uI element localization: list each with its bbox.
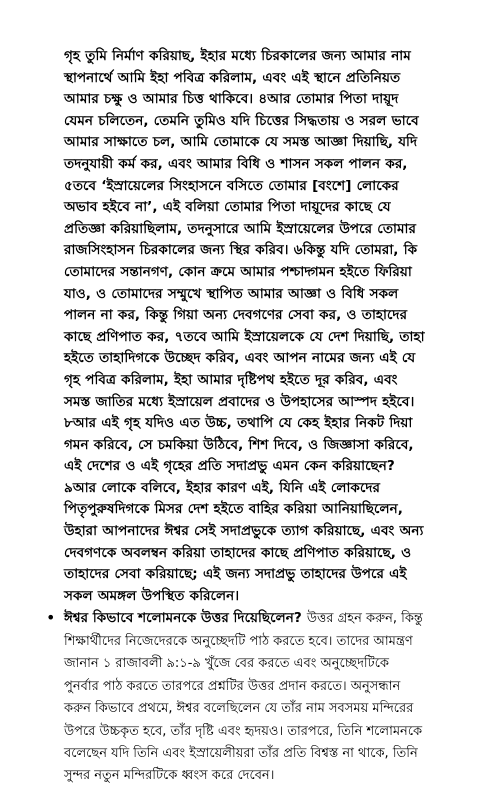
teacher-answer: উত্তর গ্রহন করুন, কিন্তু শিক্ষার্থীদের নিজেদেরকে অনুচ্ছেদটি পাঠ করতে হবে। তাদের আমন্ত্রণ জানান ১ রাজাবলী ৯:১-৯ খুঁজে বের করতে এবং অনুচ্ছেদটিকে পুনর্বার পাঠ করতে তারপরে প্রশ্নটির উত্তর প্রদান করতে। অনুসন্ধান করুন কিভাবে প্রথমে, ঈশ্বর বলেছিলেন যে তাঁর নাম সবসময় মন্দিরের উপরে উচ্চকৃত হবে, তাঁর দৃষ্টি এবং হৃদয়ও। তারপরে, তিনি শলোমনকে বলেছেন যদি তিনি এবং ইস্রায়েলীয়রা তাঁর প্রতি বিশ্বস্ত না থাকে, তিনি সুন্দর নতুন মন্দিরটিকে ধ্বংস করে দেবেন। (64, 611, 423, 784)
discussion-list (46, 607, 425, 786)
scripture-passage (64, 46, 425, 607)
discussion-question: ঈশ্বর কিভাবে শলোমনকে উত্তর দিয়েছিলেন? (64, 610, 302, 627)
list-item (44, 607, 425, 786)
scripture-paragraph: গৃহ তুমি নির্মাণ করিয়াছ, ইহার মধ্যে চিরকালের জন্য আমার নাম স্থাপনার্থে আমি ইহা পবিত্র করিলাম, এবং এই স্থানে প্রতিনিয়ত আমার চক্ষু ও আমার চিত্ত থাকিবে। ৪আর তোমার পিতা দায়ূদ যেমন চলিতেন, তেমনি তুমিও যদি চিত্তের সিদ্ধতায় ও সরল ভাবে আমার সাক্ষাতে চল, আমি তোমাকে যে সমস্ত আজ্ঞা দিয়াছি, যদি তদনুযায়ী কর্ম কর, এবং আমার বিধি ও শাসন সকল পালন কর, ৫তবে ‘ইস্রায়েলের সিংহাসনে বসিতে তোমার [বংশে] লোকের অভাব হইবে না’, এই বলিয়া তোমার পিতা দায়ূদের কাছে যে প্রতিজ্ঞা করিয়াছিলাম, তদনুসারে আমি ইস্রায়েলের উপরে তোমার রাজসিংহাসন চিরকালের জন্য স্থির করিব। ৬কিন্তু যদি তোমরা, কি তোমাদের সন্তানগণ, কোন ক্রমে আমার পশ্চাদ্গমন হইতে ফিরিয়া যাও, ও তোমাদের সম্মুখে স্থাপিত আমার আজ্ঞা ও বিধি সকল পালন না কর, কিন্তু গিয়া অন্য দেবগণের সেবা কর, ও তাহাদের কাছে প্রণিপাত কর, ৭তবে আমি ইস্রায়েলকে যে দেশ দিয়াছি, তাহা হইতে তাহাদিগকে উচ্ছেদ করিব, এবং আপন নামের জন্য এই যে গৃহ পবিত্র করিলাম, ইহা আমার দৃষ্টিপথ হইতে দূর করিব, এবং সমস্ত জাতির মধ্যে ইস্রায়েল প্রবাদের ও উপহাসের আস্পদ হইবে। ৮আর এই গৃহ যদিও এত উচ্চ, তথাপি যে কেহ ইহার নিকট দিয়া গমন করিবে, সে চমকিয়া উঠিবে, শিশ দিবে, ও জিজ্ঞাসা করিবে, এই দেশের ও এই গৃহের প্রতি সদাপ্রভু এমন কেন করিয়াছেন? ৯আর লোকে বলিবে, ইহার কারণ এই, যিনি এই লোকদের পিতৃপুরুষদিগকে মিসর দেশ হইতে বাহির করিয়া আনিয়াছিলেন, উহারা আপনাদের ঈশ্বর সেই সদাপ্রভুকে ত্যাগ করিয়াছে, এবং অন্য দেবগণকে অবলম্বন করিয়া তাহাদের কাছে প্রণিপাত করিয়াছে, ও তাহাদের সেবা করিয়াছে; এই জন্য সদাপ্রভু তাহাদের উপরে এই সকল অমঙ্গল উপস্থিত করিলেন। (64, 48, 425, 604)
bullet-icon: • (46, 608, 56, 628)
